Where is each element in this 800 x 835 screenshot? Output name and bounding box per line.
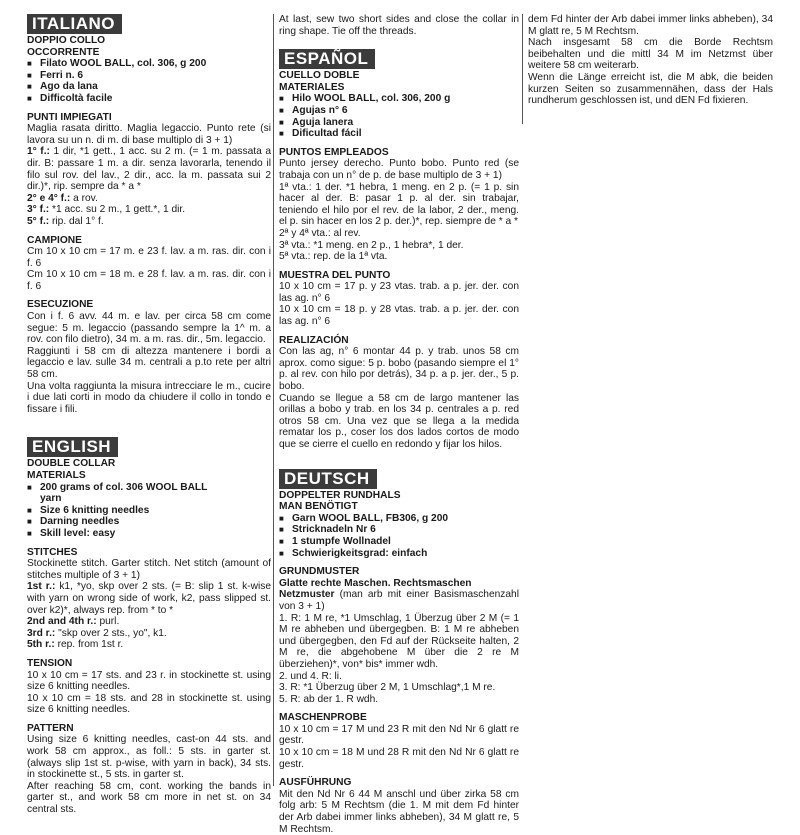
tension-heading: MASCHENPROBE — [279, 712, 367, 724]
column-left — [27, 14, 271, 816]
section-deutsch — [279, 468, 519, 835]
section-english — [27, 437, 271, 815]
material-item: ■ Filato WOOL BALL, col. 306, g 200 — [27, 58, 271, 70]
material-item: ■ Skill level: easy — [27, 528, 271, 540]
row-label: 1st r.: — [27, 581, 56, 593]
pattern-text: Using size 6 knitting needles, cast-on 44 sts. and work 58 cm approx., as foll.: 5 sts. in garter st. (always slip 1st st. p-wise, with yarn in back), 34 sts. in stockinette st., 5 sts. in garter st. — [27, 734, 271, 781]
material-item-text: 200 grams of col. 306 WOOL BALL — [40, 481, 208, 493]
row-text: rep. from 1st r. — [54, 639, 124, 651]
row-instruction — [27, 193, 271, 205]
material-item: ■ Hilo WOOL BALL, col. 306, 200 g — [279, 93, 519, 105]
stitches-text: Punto jersey derecho. Punto bobo. Punto red (se trabaja con un n° de p. de base multiplo de 3 + 1) — [279, 158, 519, 181]
material-item: ■ 1 stumpfe Wollnadel — [279, 536, 519, 548]
lang-heading-italiano: ITALIANO — [27, 14, 122, 34]
stitches-heading: STITCHES — [27, 546, 78, 558]
pattern-title: DOPPIO COLLO — [27, 35, 106, 46]
row-label: 1° f.: — [27, 146, 50, 158]
lang-heading-deutsch: DEUTSCH — [279, 469, 377, 489]
row-text: "skp over 2 sts., yo", k1. — [55, 627, 167, 639]
pattern-text: After reaching 58 cm, cont. working the bands in garter st., and work 58 cm more in net st. on 34 central sts. — [27, 780, 271, 816]
execution-text: Raggiunti i 58 cm di altezza mantenere i bordi a legaccio e lav. sulle 34 m. centrali a p.to rete per altri 58 cm. — [27, 345, 271, 381]
tension-text: 10 x 10 cm = 17 p. y 23 vtas. trab. a p. jer. der. con las ag. n° 6 — [279, 281, 519, 304]
row-label: 5ª vta.: — [279, 251, 311, 263]
execution-text: Cuando se llegue a 58 cm de largo mantener las orillas a bobo y trab. en los 34 p. centrales a p. red otros 58 cm. Una vez que se llega a la medida rematar los p., coser los dos lados cortos de modo que se cierre el cuello en redondo y fijar los hilos. — [279, 392, 519, 450]
row-text: al rev. — [330, 227, 361, 239]
row-instruction — [27, 616, 271, 628]
execution-heading: REALIZACIÓN — [279, 334, 349, 346]
material-item: ■ Aguja lanera — [279, 117, 519, 129]
material-item: ■ Agujas n° 6 — [279, 105, 519, 117]
row-instruction — [27, 628, 271, 640]
column-right — [528, 14, 773, 107]
row-text: a rov. — [70, 192, 98, 204]
lang-heading-espanol: ESPAÑOL — [279, 49, 375, 69]
stitches-text: Maglia rasata diritto. Maglia legaccio. Punto rete (si lavora su un n. di m. di base multiplo di 3 + 1) — [27, 123, 271, 146]
tension-heading: CAMPIONE — [27, 234, 82, 246]
stitches-text — [279, 589, 519, 612]
material-item: ■ Darning needles — [27, 516, 271, 528]
section-espanol — [279, 49, 519, 450]
pattern-title: CUELLO DOBLE — [279, 70, 360, 82]
pattern-title: DOUBLE COLLAR — [27, 458, 116, 470]
row-text: *1 meng. en 2 p., 1 hebra*, 1 der. — [310, 239, 464, 251]
row-instruction — [27, 216, 271, 228]
row-instruction — [27, 146, 271, 192]
tension-text: 10 x 10 cm = 18 p. y 28 vtas. trab. a p. jer. der. con las ag. n° 6 — [279, 304, 519, 328]
tension-text: 10 x 10 cm = 18 M und 28 R mit den Nd Nr 6 glatt re gestr. — [279, 747, 519, 770]
row-label: 2° e 4° f.: — [27, 192, 71, 204]
row-instruction — [279, 228, 519, 240]
net-stitch-text: (man arb mit einer Basismaschenzahl von 3 + 1) — [279, 589, 519, 612]
execution-text: Con las ag, n° 6 montar 44 p. y trab. unos 58 cm aprox. como sigue: 5 p. bobo (pasando siempre el 1° p. al rev. con hilo por detrás), 34 p. a p. jer. der., 5 p. bobo. — [279, 346, 519, 393]
column-divider-1 — [273, 14, 274, 784]
row-label: 5th r.: — [27, 639, 55, 651]
materials-heading: MATERIALES — [279, 81, 345, 93]
execution-text: Mit den Nd Nr 6 44 M anschl und über zirka 58 cm folg arb: 5 M Rechtsm (die 1. M mit dem Fd hinter der Arb dabei immer links abheben), 34 M glatt re, 5 M Rechtsm. — [279, 788, 519, 835]
section-italiano — [27, 14, 271, 415]
tension-heading: TENSION — [27, 657, 73, 669]
execution-text: Una volta raggiunta la misura intrecciare le m., cucire i due lati corti in modo da chiudere il collo in tondo e fissare i fili. — [27, 380, 271, 415]
material-item: ■ Size 6 knitting needles — [27, 505, 271, 517]
row-text: 1 dir, *1 gett., 1 acc. su 2 m. (= 1 m. passata a dir. B: passare 1 m. a dir. senza lavorarla, tenendo il filo sul rov. del lav., 2 dir., acc. la m. passata sui 2 dir.)*, rip. sempre da * a * — [27, 146, 271, 193]
row-instruction — [279, 182, 519, 228]
tension-text: 10 x 10 cm = 18 sts. and 28 in stockinette st. using size 6 knitting needles. — [27, 692, 271, 716]
execution-text: Wenn die Länge erreicht ist, die M abk, die beiden kurzen Seiten so zusammennähen, dass der Hals rundherum geschlossen ist, und dEN Fd fixieren. — [528, 71, 773, 107]
row-instruction: 2. und 4. R: li. — [279, 670, 342, 682]
row-label: 5° f.: — [27, 215, 50, 227]
pattern-heading: PATTERN — [27, 722, 74, 734]
material-item — [27, 482, 271, 505]
stitches-text: Stockinette stitch. Garter stitch. Net stitch (amount of stitches multiple of 3 + 1) — [27, 558, 271, 581]
row-label: 3° f.: — [27, 204, 50, 216]
tension-heading: MUESTRA DEL PUNTO — [279, 269, 391, 281]
stitches-subheading: Glatte rechte Maschen. Rechtsmaschen — [279, 577, 472, 589]
material-item: ■ Ferri n. 6 — [27, 70, 271, 82]
tension-text: Cm 10 x 10 cm = 18 m. e 28 f. lav. a m. ras. dir. con i f. 6 — [27, 269, 271, 292]
material-item: ■ Garn WOOL BALL, FB306, g 200 — [279, 513, 519, 525]
net-stitch-label: Netzmuster — [279, 589, 335, 601]
materials-heading: MAN BENÖTIGT — [279, 501, 358, 513]
stitches-heading: PUNTI IMPIEGATI — [27, 111, 112, 123]
row-label: 2ª y 4ª vta.: — [279, 227, 331, 239]
row-text: k1, *yo, skp over 2 sts. (= B: slip 1 st. k-wise with yarn on wrong side of work, k2, pass slipped st. over k2)*, always rep. from * to * — [27, 581, 271, 616]
row-instruction — [279, 251, 519, 263]
column-divider-3 — [273, 780, 274, 786]
row-text: rip. dal 1° f. — [49, 215, 104, 227]
execution-text: Nach insgesamt 58 cm die Borde Rechtsm beibehalten und die mittl 34 M im Netzmst über weitere 58 cm weiterarb. — [528, 37, 773, 72]
tension-text: 10 x 10 cm = 17 sts. and 23 r. in stockinette st. using size 6 knitting needles. — [27, 669, 271, 693]
execution-text-continued: dem Fd hinter der Arb dabei immer links abheben), 34 M glatt re, 5 M Rechtsm. — [528, 14, 773, 37]
row-label: 1ª vta.: — [279, 181, 312, 193]
column-divider-2 — [522, 14, 523, 124]
row-instruction — [27, 581, 271, 616]
row-instruction: 1. R: 1 M re, *1 Umschlag, 1 Überzug über 2 M (= 1 M re abheben und übergegben. B: 1 M re abheben und übergegben, den Fd auf der Rückseite halten, 2 M re, die abgehobene M über die 2 re M überziehen)*, von* bis* immer wdh. — [279, 612, 519, 670]
row-text: purl. — [96, 616, 120, 628]
row-label: 3ª vta.: — [279, 239, 311, 251]
row-text: 1 der. *1 hebra, 1 meng. en 2 p. (= 1 p. sin hacer al der. B: pasar 1 p. al der. sin trabajar, teniendo el hilo por el rev. de la labor, 2 der., meng. el p. sin hacer en los 2 p. der.)*, rep. siempre de * a * — [279, 181, 519, 228]
stitches-heading: GRUNDMUSTER — [279, 566, 360, 578]
materials-heading: OCCORRENTE — [27, 46, 100, 58]
stitches-heading: PUNTOS EMPLEADOS — [279, 146, 389, 158]
lang-heading-english: ENGLISH — [27, 437, 118, 457]
material-item-text: yarn — [40, 493, 62, 505]
row-instruction: 3. R: *1 Überzug über 2 M, 1 Umschlag*,1 M re. — [279, 682, 496, 694]
execution-text: Con i f. 6 avv. 44 m. e lav. per circa 58 cm come segue: 5 m. legaccio (passando sempre la 1^ m. a rov. con filo dietro), 34 m. a m. ras. dir., 5m. legaccio. — [27, 311, 271, 346]
execution-heading: AUSFÜHRUNG — [279, 777, 352, 789]
row-instruction — [27, 639, 271, 651]
tension-text: 10 x 10 cm = 17 M und 23 R mit den Nd Nr 6 glatt re gestr. — [279, 723, 519, 747]
row-instruction: 5. R: ab der 1. R wdh. — [279, 693, 379, 705]
pattern-text: At last, sew two short sides and close the collar in ring shape. Tie off the threads. — [279, 14, 519, 37]
row-instruction — [279, 240, 519, 252]
material-item: ■ Schwierigkeitsgrad: einfach — [279, 548, 519, 560]
material-item: ■ Ago da lana — [27, 81, 271, 93]
pattern-title: DOPPELTER RUNDHALS — [279, 489, 401, 501]
material-item: ■ Stricknadeln Nr 6 — [279, 524, 519, 536]
tension-text: Cm 10 x 10 cm = 17 m. e 23 f. lav. a m. ras. dir. con i f. 6 — [27, 246, 271, 269]
row-label: 3rd r.: — [27, 627, 56, 639]
material-item: ■ Difficoltà facile — [27, 93, 271, 105]
row-text: rep. de la 1ª vta. — [310, 251, 388, 263]
row-text: *1 acc. su 2 m., 1 gett.*, 1 dir. — [49, 204, 186, 216]
column-middle — [279, 14, 519, 835]
row-label: 2nd and 4th r.: — [27, 616, 97, 628]
materials-heading: MATERIALS — [27, 470, 86, 481]
material-item: ■ Dificultad fácil — [279, 128, 519, 140]
row-instruction — [27, 204, 271, 216]
execution-heading: ESECUZIONE — [27, 299, 94, 311]
